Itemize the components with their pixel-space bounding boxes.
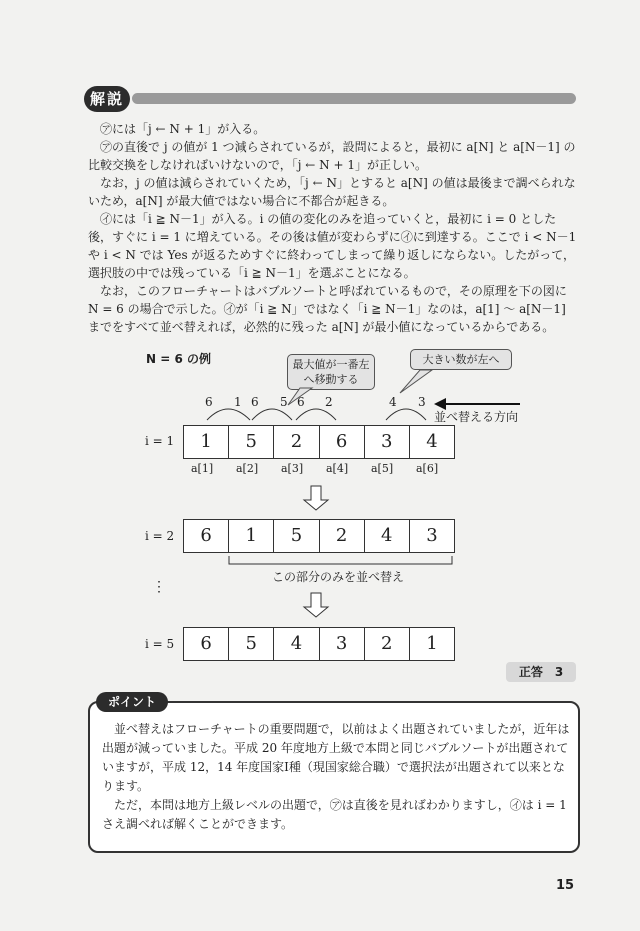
vertical-ellipsis: ⋮	[152, 579, 166, 595]
array-row-5	[183, 627, 455, 661]
callout-max-left: 最大値が一番左へ移動する	[287, 354, 375, 390]
paragraph: ㋐には「j ← N + 1」が入る。	[100, 122, 266, 136]
point-paragraph: 並べ替えはフローチャートの重要問題で，以前はよく出題されていましたが，近年は出題が減っていました。平成 20 年度地方上級で本問と同じバブルソートが出題されていますが，平成 12，14 年度国家Ⅰ種（現国家総合職）で選択法が出題されて以来となります。	[102, 722, 570, 793]
partial-sort-note: この部分のみを並べ替え	[272, 570, 405, 584]
index-label: a[6]	[416, 462, 439, 475]
array-cell: 3	[426, 525, 438, 546]
swap-label: 5	[280, 395, 288, 409]
index-label: a[1]	[191, 462, 214, 475]
array-cell: 3	[365, 426, 410, 458]
array-cell: 4	[274, 628, 319, 660]
index-label: a[4]	[326, 462, 349, 475]
sort-direction-label: 並べ替える方向	[434, 410, 519, 424]
row-label: i = 5	[145, 637, 175, 651]
array-cell: 1	[229, 520, 274, 552]
array-cell: 5	[229, 628, 274, 660]
callout-big-left: 大きい数が左へ	[410, 349, 512, 370]
paragraph: ㋐の直後で j の値が 1 つ減らされているが，設問によると，最初に a[N] と a[N－1] の比較交換をしなければいけないので，「j ← N + 1」が正しい。	[88, 140, 576, 172]
swap-label: 6	[205, 395, 213, 409]
kaisetsu-badge: 解説	[84, 86, 130, 112]
point-tag: ポイント	[96, 692, 168, 712]
swap-label: 3	[418, 395, 426, 409]
swap-label: 2	[325, 395, 333, 409]
row-label: i = 1	[145, 434, 175, 448]
swap-label: 6	[297, 395, 305, 409]
page-number: 15	[556, 878, 575, 893]
array-cell: 3	[320, 628, 365, 660]
index-label: a[2]	[236, 462, 259, 475]
array-cell: 5	[229, 426, 274, 458]
paragraph: なお，このフローチャートはバブルソートと呼ばれているもので，その原理を下の図に N = 6 の場合で示した。㋑が「i ≧ N」ではなく「i ≧ N－1」なのは，a[1] ～ a[N－1] までをすべて並べ替えれば，必然的に残った a[N] が最小値になっているからである。	[88, 284, 567, 334]
array-cell: 1	[426, 633, 438, 654]
array-row-2	[183, 519, 455, 553]
array-cell: 6	[184, 520, 229, 552]
array-cell: 2	[320, 520, 365, 552]
point-paragraph: ただ，本問は地方上級レベルの出題で，㋐は直後を見ればわかりますし，㋑は i = 1 さえ調べれば解くことができます。	[102, 798, 567, 831]
swap-label: 4	[389, 395, 397, 409]
example-title: N = 6 の例	[146, 352, 211, 366]
row-label: i = 2	[145, 529, 175, 543]
array-row-1	[183, 425, 455, 459]
array-cell: 5	[274, 520, 319, 552]
paragraph: なお，j の値は減らされていくため，「j ← N」とすると a[N] の値は最後まで調べられないため，a[N] が最大値ではない場合に不都合が起きる。	[88, 176, 576, 208]
swap-label: 1	[234, 395, 242, 409]
array-cell: 1	[184, 426, 229, 458]
array-cell: 6	[320, 426, 365, 458]
answer-badge: 正答 3	[506, 662, 576, 682]
array-cell: 2	[274, 426, 319, 458]
array-cell: 6	[184, 628, 229, 660]
index-label: a[3]	[281, 462, 304, 475]
paragraph: ㋑には「i ≧ N－1」が入る。i の値の変化のみを追っていくと，最初に i = 0 とした後，すぐに i = 1 に増えている。その後は値が変わらずに㋑に到達する。ここで i < N－1 や i < N では Yes が返るためすぐに終わってしまって繰り返しにならない。したがって，選択肢の中では残っている「i ≧ N－1」を選ぶことになる。	[88, 212, 577, 280]
array-cell: 2	[365, 628, 410, 660]
point-text	[102, 720, 570, 834]
index-label: a[5]	[371, 462, 394, 475]
swap-label: 6	[251, 395, 259, 409]
array-cell: 4	[365, 520, 410, 552]
array-cell: 4	[426, 431, 438, 452]
